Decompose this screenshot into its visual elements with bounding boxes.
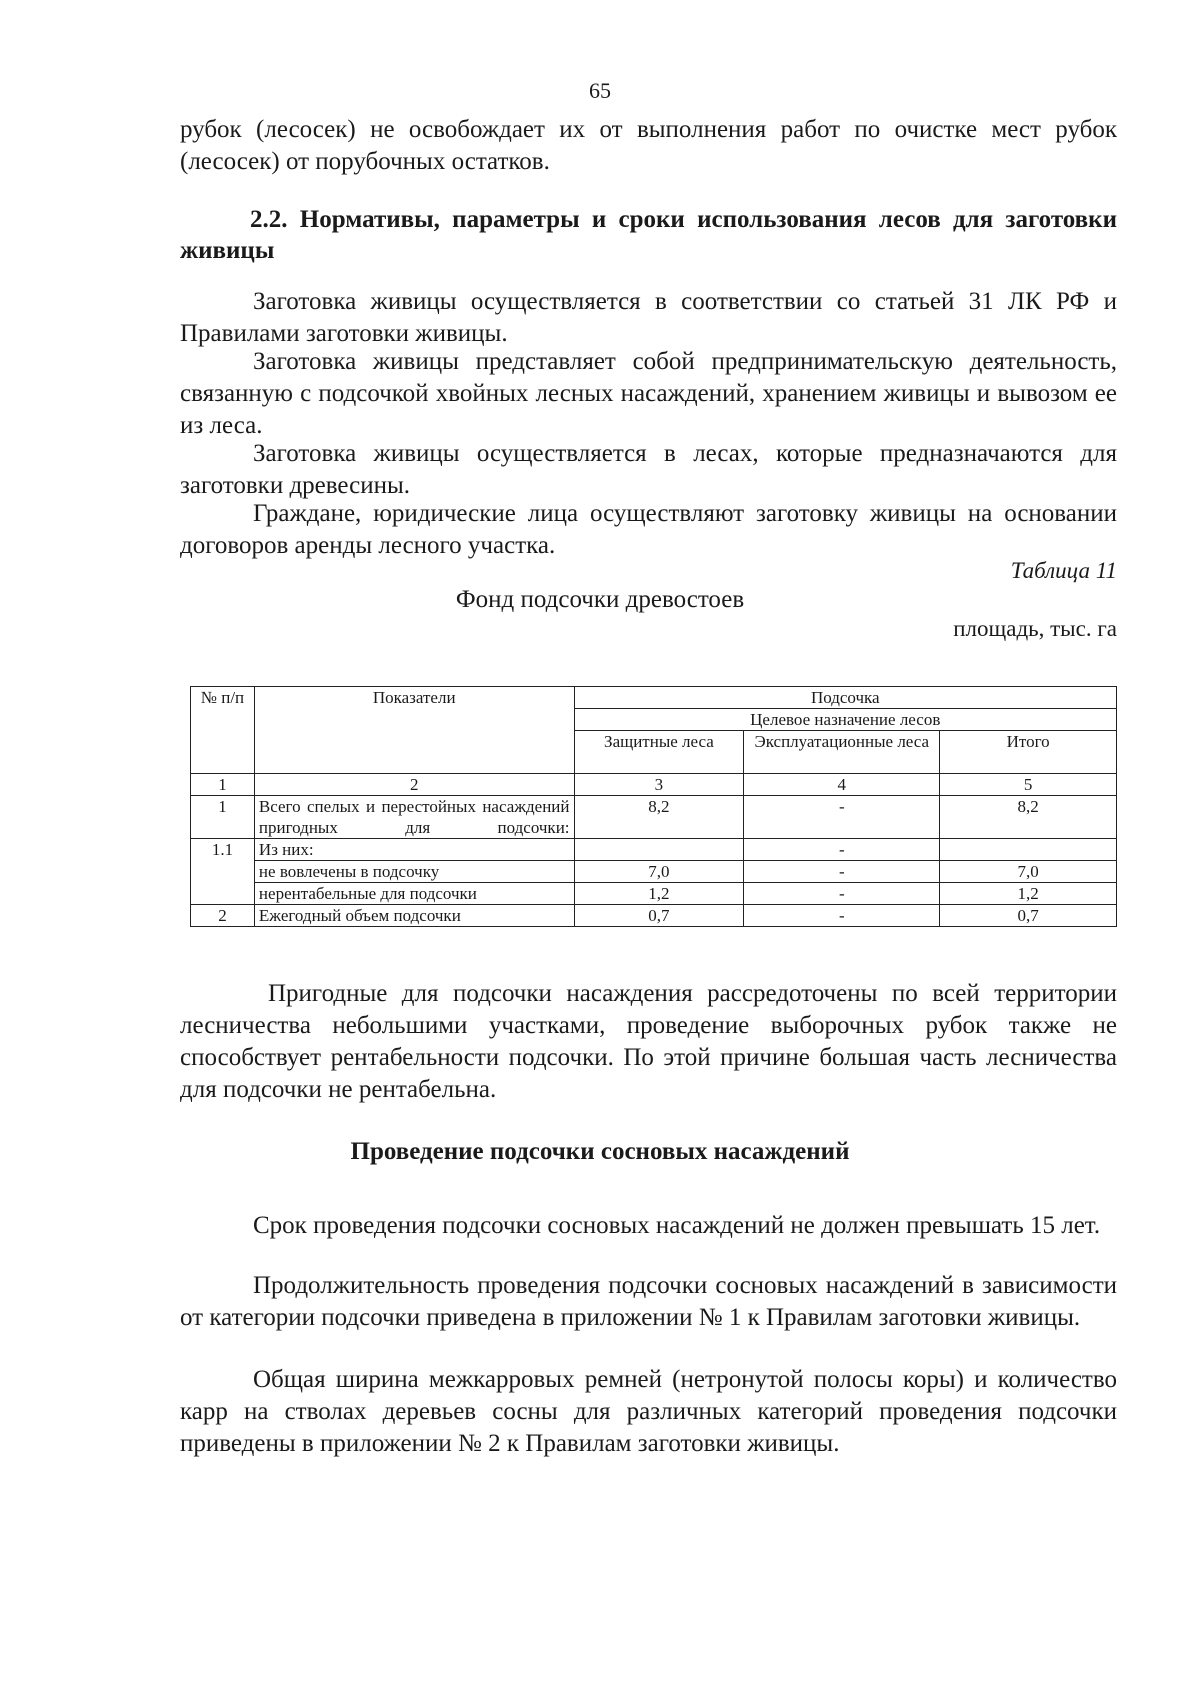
row-total: [940, 839, 1117, 861]
intro-paragraph: рубок (лесосек) не освобождает их от выполнения работ по очистке мест рубок (лесосек) от порубочных остатков.: [180, 116, 1117, 175]
col-number: 1: [191, 774, 255, 796]
row-exploitation: -: [744, 796, 940, 839]
col-number: 4: [744, 774, 940, 796]
col-number: 5: [940, 774, 1117, 796]
subheading: Проведение подсочки сосновых насаждений: [350, 1138, 850, 1165]
paragraph-top-1: Заготовка живицы осуществляется в соответствии со статьей 31 ЛК РФ и Правилами заготовки живицы.: [180, 288, 1117, 347]
paragraph-top-3: Заготовка живицы осуществляется в лесах, которые предназначаются для заготовки древесины.: [180, 440, 1117, 499]
row-label: нерентабельные для подсочки: [254, 883, 574, 905]
table-header-row: [191, 687, 1117, 709]
header-protective: Защитные леса: [574, 731, 744, 774]
col-number: 3: [574, 774, 744, 796]
row-label: Ежегодный объем подсочки: [254, 905, 574, 927]
header-purpose: Целевое назначение лесов: [574, 709, 1116, 731]
paragraph-after-table: Пригодные для подсочки насаждения рассредоточены по всей территории лесничества небольшими участками, проведение выборочных рубок также не способствует рентабельности подсочки. По этой причине большая часть лесничества для подсочки не рентабельна.: [180, 980, 1117, 1103]
section-number: 2.2.: [250, 206, 288, 233]
table-units: площадь, тыс. га: [953, 616, 1117, 641]
tapping-fund-table: [190, 686, 1117, 927]
table-title: Фонд подсочки древостоев: [455, 586, 745, 613]
row-exploitation: -: [744, 883, 940, 905]
header-total: Итого: [940, 731, 1117, 774]
row-total: 8,2: [940, 796, 1117, 839]
row-protective: 1,2: [574, 883, 744, 905]
table-row: [191, 796, 1117, 839]
row-exploitation: -: [744, 861, 940, 883]
row-protective: 8,2: [574, 796, 744, 839]
table-row: [191, 883, 1117, 905]
header-num: № п/п: [191, 687, 255, 774]
page-number: 65: [589, 78, 611, 103]
row-protective: [574, 839, 744, 861]
table-row: [191, 839, 1117, 861]
section-title: Нормативы, параметры и сроки использования лесов для заготовки живицы: [180, 206, 1117, 264]
row-protective: 0,7: [574, 905, 744, 927]
header-exploitation: Эксплуатационные леса: [744, 731, 940, 774]
row-num: 1.1: [191, 839, 255, 905]
row-num: 1: [191, 796, 255, 839]
paragraph-top-2: Заготовка живицы представляет собой предпринимательскую деятельность, связанную с подсочкой хвойных лесных насаждений, хранением живицы и вывозом ее из леса.: [180, 348, 1117, 439]
row-total: 7,0: [940, 861, 1117, 883]
column-number-row: [191, 774, 1117, 796]
row-exploitation: -: [744, 905, 940, 927]
header-tapping: Подсочка: [574, 687, 1116, 709]
row-num: 2: [191, 905, 255, 927]
paragraph-bottom-2: Продолжительность проведения подсочки сосновых насаждений в зависимости от категории подсочки приведена в приложении № 1 к Правилам заготовки живицы.: [180, 1272, 1117, 1331]
table-row: [191, 905, 1117, 927]
paragraph-bottom-3: Общая ширина межкарровых ремней (нетронутой полосы коры) и количество карр на стволах деревьев сосны для различных категорий проведения подсочки приведены в приложении № 2 к Правилам заготовки живицы.: [180, 1366, 1117, 1457]
section-heading: [180, 204, 1117, 266]
row-label: Всего спелых и перестойных насаждений пригодных для подсочки:: [254, 796, 574, 839]
row-label: не вовлечены в подсочку: [254, 861, 574, 883]
row-total: 0,7: [940, 905, 1117, 927]
row-protective: 7,0: [574, 861, 744, 883]
row-total: 1,2: [940, 883, 1117, 905]
paragraph-top-4: Граждане, юридические лица осуществляют заготовку живицы на основании договоров аренды лесного участка.: [180, 500, 1117, 559]
table-row: [191, 861, 1117, 883]
table-caption: Таблица 11: [1010, 558, 1117, 583]
row-exploitation: -: [744, 839, 940, 861]
paragraph-bottom-1: Срок проведения подсочки сосновых насаждений не должен превышать 15 лет.: [253, 1212, 1101, 1239]
header-indicators: Показатели: [254, 687, 574, 774]
col-number: 2: [254, 774, 574, 796]
row-label: Из них:: [254, 839, 574, 861]
